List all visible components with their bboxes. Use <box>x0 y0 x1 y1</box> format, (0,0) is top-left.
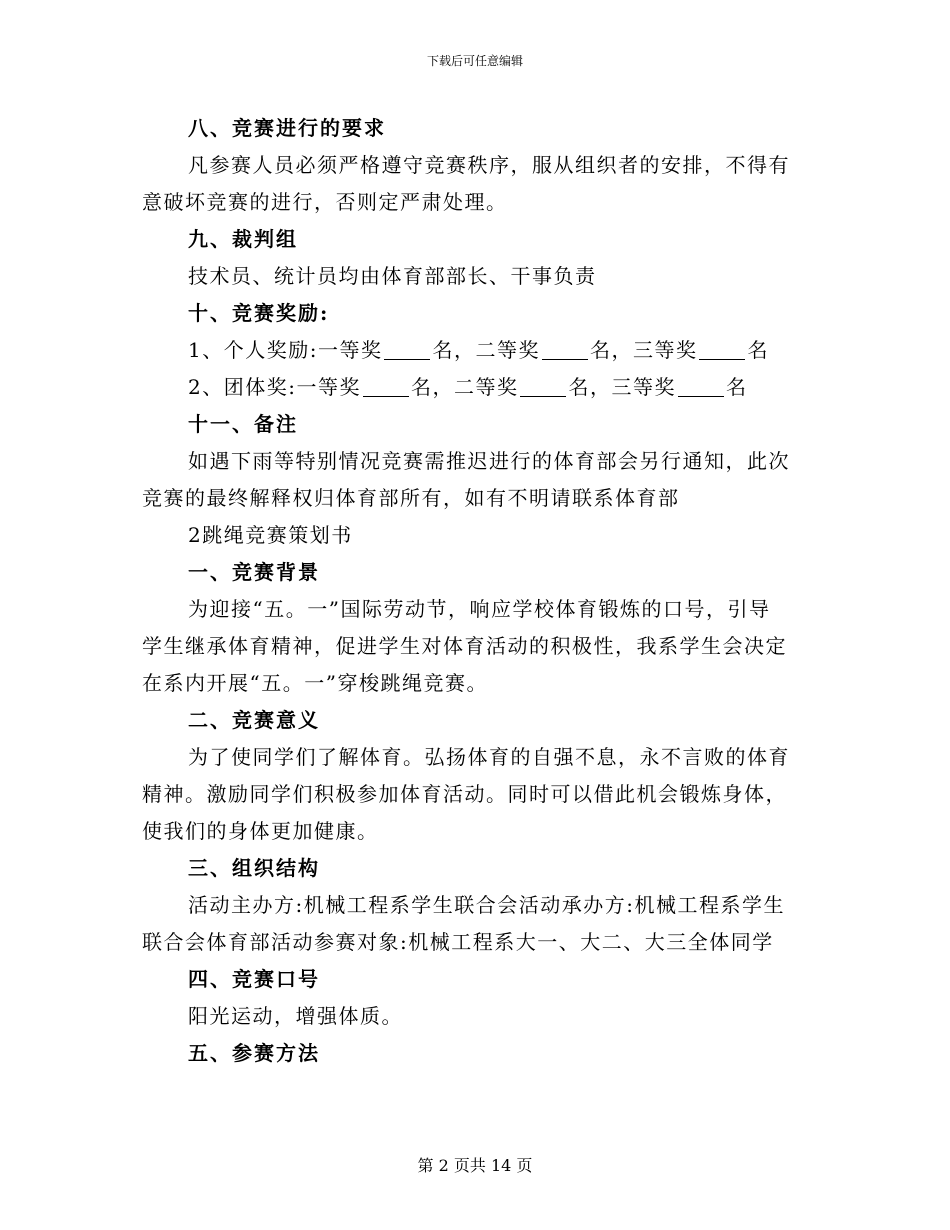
section-heading: 十、竞赛奖励: <box>188 301 330 325</box>
section-heading: 十一、备注 <box>188 412 298 436</box>
section-heading: 二、竞赛意义 <box>188 708 320 732</box>
award-text: 2、团体奖:一等奖 <box>188 375 361 399</box>
award-text: 名，二等奖 <box>410 375 519 399</box>
paragraph-line: 精神。激励同学们积极参加体育活动。同时可以借此机会锻炼身体， <box>142 782 787 806</box>
award-text: 名 <box>747 338 769 362</box>
paragraph-line: 如遇下雨等特别情况竞赛需推迟进行的体育部会另行通知，此次 <box>188 449 790 473</box>
paragraph-line: 学生继承体育精神，促进学生对体育活动的积极性，我系学生会决定 <box>142 634 787 658</box>
fill-blank <box>363 374 409 397</box>
paragraph-line: 在系内开展“五。一”穿梭跳绳竞赛。 <box>142 671 488 695</box>
award-text: 1、个人奖励:一等奖 <box>188 338 383 362</box>
fill-blank <box>520 374 566 397</box>
paragraph-line: 为了使同学们了解体育。弘扬体育的自强不息，永不言败的体育 <box>188 745 790 769</box>
paragraph-line: 阳光运动，增强体质。 <box>188 1004 403 1028</box>
document-subtitle: 2跳绳竞赛策划书 <box>188 523 353 547</box>
paragraph-line: 活动主办方:机械工程系学生联合会活动承办方:机械工程系学生 <box>188 893 785 917</box>
section-heading: 三、组织结构 <box>188 856 320 880</box>
award-text: 名，二等奖 <box>432 338 540 362</box>
paragraph-line: 联合会体育部活动参赛对象:机械工程系大一、大二、大三全体同学 <box>142 930 774 954</box>
page-header: 下载后可任意编辑 <box>426 54 523 68</box>
award-line-individual <box>142 332 802 369</box>
award-text: 名 <box>725 375 748 399</box>
award-line-team <box>142 369 802 406</box>
paragraph-line: 凡参赛人员必须严格遵守竞赛秩序，服从组织者的安排，不得有 <box>188 153 790 177</box>
paragraph-line: 意破坏竞赛的进行，否则定严肃处理。 <box>142 190 508 214</box>
paragraph-line: 使我们的身体更加健康。 <box>142 819 379 843</box>
fill-blank <box>542 337 588 360</box>
paragraph-line: 技术员、统计员均由体育部部长、干事负责 <box>188 264 597 288</box>
fill-blank <box>699 337 745 360</box>
section-heading: 一、竞赛背景 <box>188 560 320 584</box>
section-heading: 五、参赛方法 <box>188 1041 320 1065</box>
section-heading: 四、竞赛口号 <box>188 967 320 991</box>
fill-blank <box>384 337 430 360</box>
award-text: 名，三等奖 <box>568 375 676 399</box>
fill-blank <box>678 374 724 397</box>
section-heading: 九、裁判组 <box>188 227 298 251</box>
section-heading: 八、竞赛进行的要求 <box>188 116 386 140</box>
page-footer: 第 2 页共 14 页 <box>417 1156 533 1175</box>
paragraph-line: 为迎接“五。一”国际劳动节，响应学校体育锻炼的口号，引导 <box>188 597 771 621</box>
award-text: 名，三等奖 <box>589 338 698 362</box>
document-body <box>142 110 802 1072</box>
paragraph-line: 竞赛的最终解释权归体育部所有，如有不明请联系体育部 <box>142 486 680 510</box>
